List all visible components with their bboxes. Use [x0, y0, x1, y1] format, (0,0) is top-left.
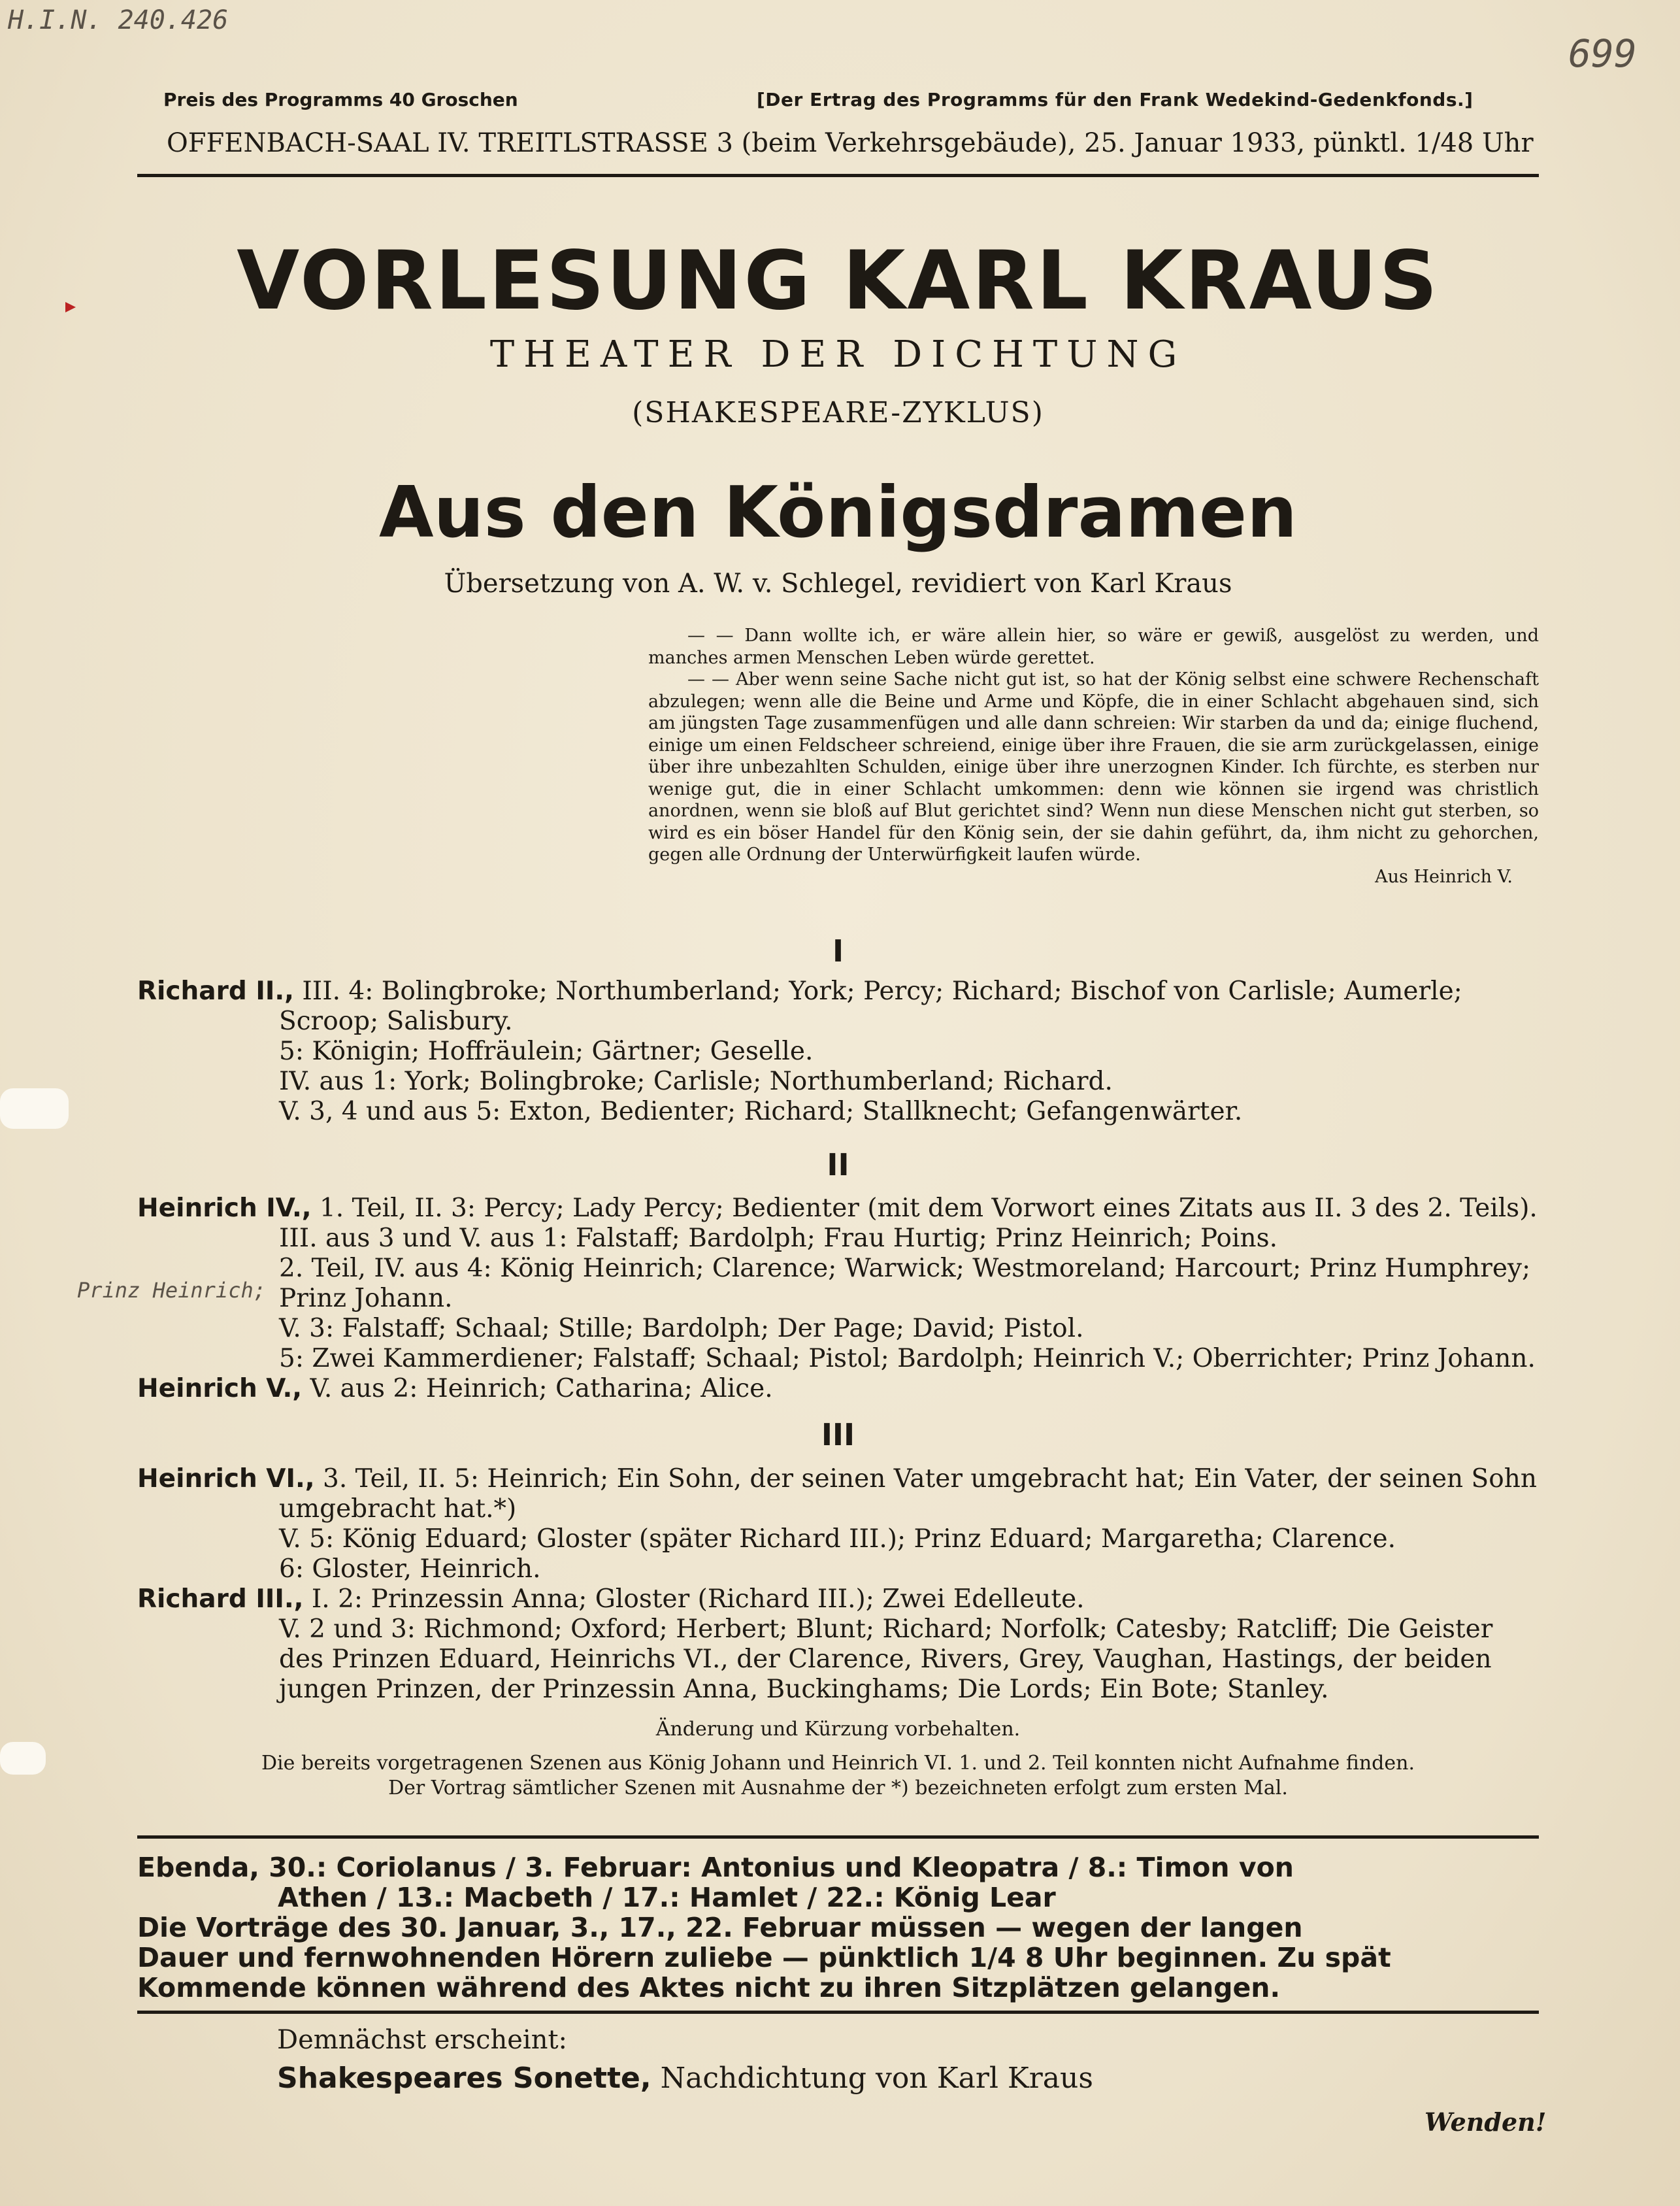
- scene-line: V. aus 2: Heinrich; Catharina; Alice.: [302, 1374, 773, 1403]
- quote-block: [648, 625, 1539, 888]
- scene-line: Scroop; Salisbury.: [279, 1007, 513, 1036]
- play-name: Richard II.,: [137, 977, 294, 1006]
- play-name: Heinrich VI.,: [137, 1464, 315, 1494]
- scene-line: V. 5: König Eduard; Gloster (später Richard III.); Prinz Eduard; Margaretha; Clarence.: [279, 1524, 1396, 1554]
- scene-line: V. 3: Falstaff; Schaal; Stille; Bardolph; Der Page; David; Pistol.: [279, 1314, 1084, 1343]
- red-mark: [65, 302, 76, 312]
- archive-number: H.I.N. 240.426: [8, 5, 229, 35]
- play-name: Richard III.,: [137, 1584, 304, 1614]
- upcoming-line: Die Vorträge des 30. Januar, 3., 17., 22. Februar müssen — wegen der langen: [137, 1912, 1303, 1943]
- margin-note: Prinz Heinrich;: [77, 1278, 266, 1303]
- venue-line: OFFENBACH-SAAL IV. TREITLSTRASSE 3 (beim Verkehrsgebäude), 25. Januar 1933, pünktl. 1/48 Uhr: [167, 128, 1534, 158]
- proceeds-text: [Der Ertrag des Programms für den Frank Wedekind-Gedenkfonds.]: [757, 89, 1474, 110]
- cycle-title: (SHAKESPEARE-ZYKLUS): [632, 396, 1044, 429]
- part-numeral: I: [832, 933, 844, 969]
- soon-label: Demnächst erscheint:: [277, 2025, 568, 2055]
- scene-line: III. aus 3 und V. aus 1: Falstaff; Bardolph; Frau Hurtig; Prinz Heinrich; Poins.: [279, 1224, 1278, 1253]
- quote-paragraph: — — Dann wollte ich, er wäre allein hier, so wäre er gewiß, ausgelöst zu werden, und manches armen Menschen Leben würde gerettet.: [648, 626, 1539, 668]
- scene-line: des Prinzen Eduard, Heinrichs VI., der Clarence, Rivers, Grey, Vaughan, Hastings, der beiden: [279, 1645, 1492, 1674]
- scene-line: 5: Zwei Kammerdiener; Falstaff; Schaal; Pistol; Bardolph; Heinrich V.; Oberrichter; Prinz Johann.: [279, 1344, 1536, 1373]
- header-rule: [137, 174, 1539, 177]
- upcoming-block: [137, 1852, 1539, 2003]
- scene-line: 5: Königin; Hoffräulein; Gärtner; Geselle.: [279, 1037, 814, 1066]
- quote-paragraph: — — Aber wenn seine Sache nicht gut ist, so hat der König selbst eine schwere Rechenschaft abzulegen; wenn alle die Beine und Arme und Köpfe, die in einer Schlacht abgehauen sind, sich am jüngsten Tage zusammenfügen und alle dann schreien: Wir starben da und da; einige fluchend, einige um einen Feldscheer schreiend, einige über ihre Frauen, die sie arm zurückgelassen, einige über ihre unbezahlten Schulden, einige über ihre unerzognen Kinder. Ich fürchte, es sterben nur wenige gut, die in einer Schlacht umkommen: denn wie können sie irgend was christlich anordnen, wenn sie bloß auf Blut gerichtet sind? Wenn nun diese Menschen nicht gut sterben, so wird es ein böser Handel für den König sein, der sie dahin geführt, da, ihm nicht zu gehorchen, gegen alle Ordnung der Unterwürfigkeit laufen würde.: [648, 669, 1539, 865]
- book-credit: Nachdichtung von Karl Kraus: [651, 2062, 1093, 2095]
- change-note: Änderung und Kürzung vorbehalten.: [655, 1718, 1021, 1741]
- upcoming-line: Dauer und fernwohnenden Hörern zuliebe — pünktlich 1/4 8 Uhr beginnen. Zu spät: [137, 1942, 1391, 1973]
- scene-line: III. 4: Bolingbroke; Northumberland; York; Percy; Richard; Bischof von Carlisle; Aumerle;: [293, 977, 1462, 1006]
- subtitle: THEATER DER DICHTUNG: [489, 333, 1187, 376]
- translation-credit: Übersetzung von A. W. v. Schlegel, revidiert von Karl Kraus: [444, 569, 1232, 599]
- upcoming-rule-bottom: [137, 2011, 1539, 2014]
- omitted-note: Die bereits vorgetragenen Szenen aus König Johann und Heinrich VI. 1. und 2. Teil konnten nicht Aufnahme finden.: [261, 1752, 1415, 1775]
- quote-source: Aus Heinrich V.: [1375, 866, 1513, 887]
- part-numeral: III: [821, 1417, 855, 1452]
- scene-line: V. 2 und 3: Richmond; Oxford; Herbert; Blunt; Richard; Norfolk; Catesby; Ratcliff; Die Geister: [279, 1614, 1493, 1644]
- scene-line: Prinz Johann.: [279, 1284, 453, 1313]
- main-title: VORLESUNG KARL KRAUS: [237, 234, 1440, 328]
- first-time-note: Der Vortrag sämtlicher Szenen mit Ausnahme der *) bezeichneten erfolgt zum ersten Mal.: [388, 1777, 1288, 1799]
- part-numeral: II: [827, 1147, 849, 1182]
- program-title: Aus den Königsdramen: [378, 472, 1297, 554]
- scene-line: jungen Prinzen, der Prinzessin Anna, Buckinghams; Die Lords; Ein Bote; Stanley.: [279, 1675, 1329, 1704]
- turn-page-note: Wenden!: [1425, 2107, 1547, 2137]
- scene-line: 3. Teil, II. 5: Heinrich; Ein Sohn, der seinen Vater umgebracht hat; Ein Vater, der seinen Sohn: [314, 1464, 1537, 1494]
- upcoming-line: Athen / 13.: Macbeth / 17.: Hamlet / 22.: König Lear: [278, 1882, 1056, 1913]
- play-name: Heinrich IV.,: [137, 1194, 312, 1223]
- scene-line: 6: Gloster, Heinrich.: [279, 1554, 541, 1584]
- scene-line: umgebracht hat.*): [279, 1494, 517, 1524]
- book-title: Shakespeares Sonette,: [277, 2062, 651, 2095]
- upcoming-line: Kommende können während des Aktes nicht zu ihren Sitzplätzen gelangen.: [137, 1972, 1281, 2003]
- scene-line: 1. Teil, II. 3: Percy; Lady Percy; Bedienter (mit dem Vorwort eines Zitats aus II. 3 des 2. Teils).: [311, 1194, 1538, 1223]
- paper-damage: [0, 1088, 69, 1129]
- upcoming-line: Ebenda, 30.: Coriolanus / 3. Februar: Antonius und Kleopatra / 8.: Timon von: [137, 1852, 1294, 1883]
- scene-line: V. 3, 4 und aus 5: Exton, Bedienter; Richard; Stallknecht; Gefangenwärter.: [279, 1097, 1243, 1126]
- page-number: 699: [1568, 31, 1637, 76]
- scene-line: I. 2: Prinzessin Anna; Gloster (Richard III.); Zwei Edelleute.: [303, 1584, 1085, 1614]
- scene-line: IV. aus 1: York; Bolingbroke; Carlisle; Northumberland; Richard.: [279, 1067, 1113, 1096]
- price-text: Preis des Programms 40 Groschen: [163, 89, 518, 110]
- play-name: Heinrich V.,: [137, 1374, 303, 1403]
- paper-damage: [0, 1742, 46, 1775]
- upcoming-rule-top: [137, 1835, 1539, 1839]
- scene-line: 2. Teil, IV. aus 4: König Heinrich; Clarence; Warwick; Westmoreland; Harcourt; Prinz Humphrey;: [279, 1254, 1531, 1283]
